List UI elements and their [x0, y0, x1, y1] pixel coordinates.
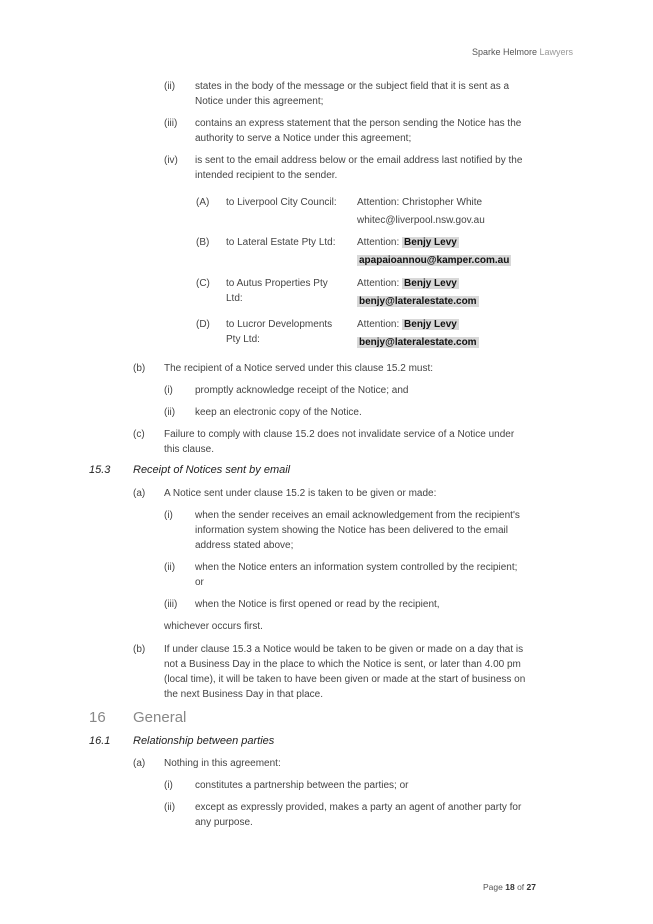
recipient-email: whitec@liverpool.nsw.gov.au	[357, 215, 485, 226]
page-total: 27	[526, 882, 536, 892]
recipient-email: benjy@lateralestate.com	[359, 296, 477, 307]
firm-suffix: Lawyers	[539, 47, 573, 57]
recipient-email: benjy@lateralestate.com	[359, 337, 477, 348]
highlighted-name: Benjy Levy	[404, 319, 457, 330]
highlighted-name: Benjy Levy	[404, 278, 457, 289]
page-header	[472, 46, 573, 59]
page-footer: Page 18 of 27	[482, 882, 536, 892]
highlighted-name: Benjy Levy	[404, 237, 457, 248]
page-number: 18	[505, 882, 515, 892]
recipient-email: apapaioannou@kamper.com.au	[359, 255, 510, 266]
firm-name: Sparke Helmore	[471, 47, 537, 57]
